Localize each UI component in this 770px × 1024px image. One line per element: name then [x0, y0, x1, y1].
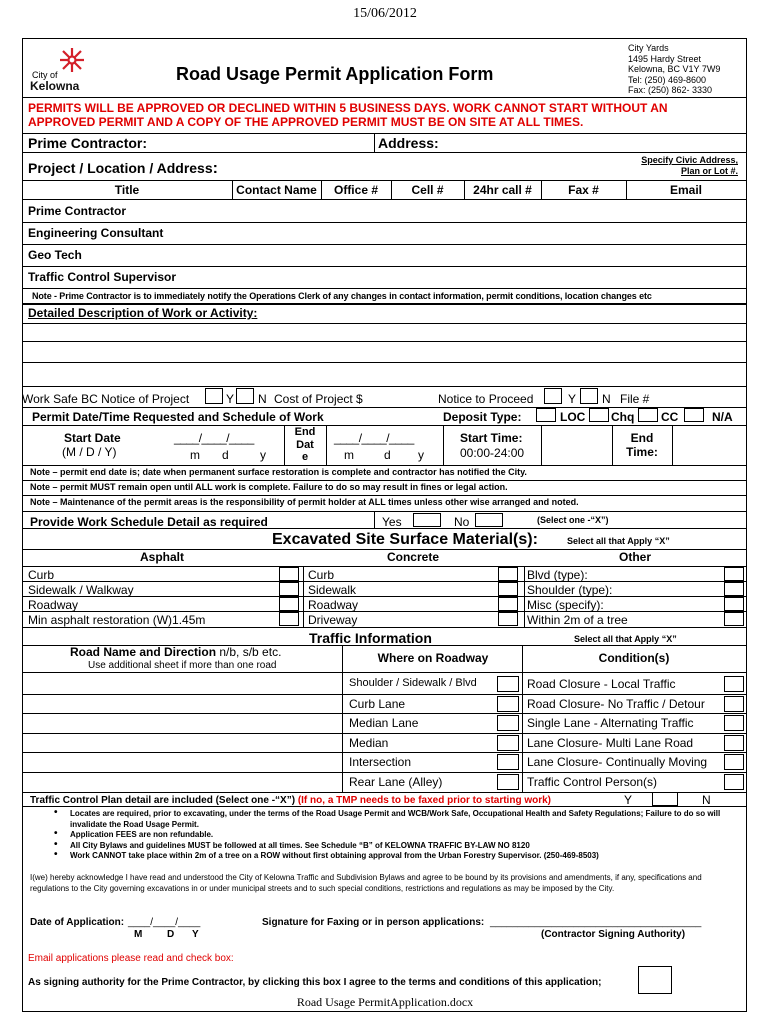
asphalt-roadway-checkbox[interactable] — [279, 597, 299, 611]
condition-single-lane-checkbox[interactable] — [724, 715, 744, 731]
road-name-label-text: Road Name and Direction — [70, 645, 217, 659]
note-end-date: Note – permit end date is; date when permanent surface restoration is complete and contractor has notified the City. — [30, 467, 527, 477]
condition-road-closure-local: Road Closure - Local Traffic — [527, 677, 676, 691]
civic-note-line: Specify Civic Address, — [641, 155, 738, 165]
road-name-label — [70, 645, 281, 659]
other-tree-checkbox[interactable] — [724, 612, 744, 626]
asphalt-min-checkbox[interactable] — [279, 612, 299, 626]
deposit-cc-label: CC — [661, 410, 679, 424]
end-date-label-line: End — [294, 426, 316, 438]
worksafe-yes-checkbox[interactable] — [205, 388, 223, 404]
form-title: Road Usage Permit Application Form — [176, 64, 494, 84]
column-cell: Cell # — [411, 183, 444, 197]
schedule-yes-checkbox[interactable] — [413, 513, 441, 527]
additional-sheet-note: Use additional sheet if more than one road — [88, 660, 277, 671]
signing-authority-agreement: As signing authority for the Prime Contractor, by clicking this box I agree to the terms and conditions of this application; — [28, 977, 602, 988]
tcp-red-note: (If no, a TMP needs to be faxed prior to starting work) — [297, 795, 552, 806]
footer-filename: Road Usage PermitApplication.docx — [296, 995, 474, 1009]
deposit-cc-checkbox[interactable] — [638, 408, 658, 422]
deposit-na-label: N/A — [712, 410, 733, 424]
tcp-label: Traffic Control Plan detail are included — [30, 795, 213, 806]
asphalt-min-restoration: Min asphalt restoration (W)1.45m — [28, 613, 206, 627]
bullet-fees: • Application FEES are non refundable. — [32, 830, 742, 841]
concrete-driveway-checkbox[interactable] — [498, 612, 518, 626]
address-line: City Yards — [628, 43, 669, 53]
project-label-text: Project / Location / Address — [28, 160, 213, 176]
condition-local-checkbox[interactable] — [724, 676, 744, 692]
column-email: Email — [669, 183, 702, 197]
logo-city-of: City of — [32, 70, 58, 80]
condition-traffic-control-person: Traffic Control Person(s) — [527, 775, 658, 789]
project-location-label — [28, 160, 218, 178]
notice-yes-label: Y — [568, 392, 577, 406]
where-shoulder-checkbox[interactable] — [497, 676, 519, 692]
concrete-roadway: Roadway — [308, 598, 359, 612]
start-time-value[interactable]: 00:00-24:00 — [460, 446, 525, 460]
end-time-label-line: Time: — [626, 445, 658, 459]
worksafe-no-label: N — [258, 392, 267, 406]
warning-line: PERMITS WILL BE APPROVED OR DECLINED WITHIN 5 BUSINESS DAYS. WORK CANNOT START WITHOUT AN — [28, 101, 668, 115]
other-shoulder-checkbox[interactable] — [724, 582, 744, 596]
city-yards-address — [628, 43, 720, 96]
application-date-y: Y — [192, 929, 199, 940]
note-maintenance: Note – Maintenance of the permit areas is the responsibility of permit holder at ALL times unless other wise arranged and noted. — [30, 497, 579, 507]
contact-change-note: Note - Prime Contractor is to immediately notify the Operations Clerk of any changes in contact information, permit conditions, location changes etc — [32, 291, 652, 301]
acknowledgement-text: I(we) hereby acknowledge I have read and understood the City of Kelowna Traffic and Subdivision Bylaws and agree to be bound by its provisions and amendments, if any, specifications and regulations to the City governing excavations in or under municipal streets and to such special conditions, restrictions and regulations as may be imposed by the City. — [30, 873, 702, 893]
asphalt-curb-checkbox[interactable] — [279, 567, 299, 581]
deposit-na-checkbox[interactable] — [684, 408, 704, 422]
deposit-type-label: Deposit Type: — [443, 410, 522, 424]
condition-single-lane: Single Lane - Alternating Traffic — [527, 716, 694, 730]
deposit-chq-checkbox[interactable] — [589, 408, 609, 422]
asphalt-sidewalk-checkbox[interactable] — [279, 582, 299, 596]
column-title: Title — [114, 183, 140, 197]
start-date-label: Start Date — [64, 431, 121, 445]
where-median-checkbox[interactable] — [497, 735, 519, 751]
where-shoulder: Shoulder / Sidewalk / Blvd — [349, 677, 477, 689]
notice-no-checkbox[interactable] — [580, 388, 598, 404]
agree-checkbox[interactable] — [638, 966, 672, 994]
schedule-of-work-label: Permit Date/Time Requested and Schedule of Work — [32, 410, 324, 424]
notice-no-label: N — [602, 392, 611, 406]
end-date-d: d — [384, 448, 391, 462]
date-of-application-input[interactable]: ____/____/____ — [128, 917, 201, 928]
other-misc-checkbox[interactable] — [724, 597, 744, 611]
signature-input[interactable]: ______________________________________ — [490, 917, 702, 928]
row-engineering-consultant[interactable]: Engineering Consultant — [28, 226, 164, 240]
end-date-y: y — [418, 448, 424, 462]
row-prime-contractor[interactable]: Prime Contractor — [28, 204, 127, 218]
approval-warning — [28, 101, 668, 129]
end-date-label-line: Dat — [296, 438, 314, 451]
condition-moving-checkbox[interactable] — [724, 754, 744, 770]
end-time-label — [614, 431, 670, 459]
asphalt-header: Asphalt — [139, 550, 184, 564]
address-label: Address: — [378, 135, 439, 151]
where-curb-lane: Curb Lane — [349, 697, 406, 711]
address-line: Kelowna, BC V1Y 7W9 — [628, 64, 721, 74]
tcp-yes-label: Y — [624, 793, 633, 807]
project-label-colon: : — [212, 160, 218, 177]
concrete-sidewalk: Sidewalk — [308, 583, 357, 597]
bullet-locates: • Locates are required, prior to excavating, under the terms of the Road Usage Permit and WCB/Work Safe, Occupational Health and Safety Regulations; Failure to do so will invalidate the Road Usage Permit. — [32, 809, 742, 830]
start-date-input[interactable]: ____/____/____ — [174, 431, 254, 445]
other-misc: Misc (specify): — [527, 598, 604, 612]
logo-kelowna: Kelowna — [30, 79, 80, 93]
condition-multi-lane-checkbox[interactable] — [724, 735, 744, 751]
work-description-label: Detailed Description of Work or Activity: — [28, 306, 258, 320]
row-geo-tech[interactable]: Geo Tech — [28, 248, 82, 262]
deposit-loc-checkbox[interactable] — [536, 408, 556, 422]
prime-contractor-label: Prime Contractor: — [28, 135, 148, 151]
start-date-m: m — [190, 448, 200, 462]
where-median-lane: Median Lane — [349, 716, 419, 730]
condition-multi-lane: Lane Closure- Multi Lane Road — [527, 736, 694, 750]
concrete-driveway: Driveway — [308, 613, 358, 627]
conditions-header: Condition(s) — [598, 651, 670, 665]
civic-address-note — [600, 155, 738, 177]
traffic-control-plan-line — [30, 795, 551, 806]
start-date-y: y — [260, 448, 266, 462]
column-contact-name: Contact Name — [236, 183, 317, 197]
notice-to-proceed-label: Notice to Proceed — [438, 392, 534, 406]
end-date-input[interactable]: ____/____/____ — [334, 431, 414, 445]
schedule-no-checkbox[interactable] — [475, 513, 503, 527]
concrete-curb: Curb — [308, 568, 335, 582]
column-fax: Fax # — [568, 183, 599, 197]
where-on-roadway-header: Where on Roadway — [377, 651, 489, 665]
warning-line: APPROVED PERMIT AND A COPY OF THE APPROVED PERMIT MUST BE ON SITE AT ALL TIMES. — [28, 115, 584, 129]
surface-select-all: Select all that Apply “X” — [567, 536, 670, 546]
civic-note-line: Plan or Lot #. — [680, 166, 738, 176]
address-line: Fax: (250) 862- 3330 — [628, 85, 713, 95]
column-24hr-call: 24hr call # — [473, 183, 532, 197]
signing-authority-label: (Contractor Signing Authority) — [541, 929, 686, 940]
print-date: 15/06/2012 — [353, 6, 417, 21]
other-blvd-checkbox[interactable] — [724, 567, 744, 581]
start-date-format: (M / D / Y) — [62, 445, 117, 459]
where-median-lane-checkbox[interactable] — [497, 715, 519, 731]
bullet-bylaws: • All City Bylaws and guidelines MUST be followed at all times. See Schedule “B” of KELOWNA TRAFFIC BY-LAW NO 8120 — [32, 841, 742, 852]
city-logo — [28, 46, 98, 92]
traffic-information-title: Traffic Information — [309, 630, 432, 646]
end-date-label — [286, 426, 324, 464]
traffic-select-all: Select all that Apply “X” — [574, 634, 677, 644]
where-curb-lane-checkbox[interactable] — [497, 696, 519, 712]
condition-road-closure-detour: Road Closure- No Traffic / Detour — [527, 697, 705, 711]
date-of-application-label: Date of Application: — [30, 917, 125, 928]
other-shoulder: Shoulder (type): — [527, 583, 613, 597]
start-time-label: Start Time: — [460, 431, 523, 445]
file-number-label: File # — [620, 392, 650, 406]
worksafe-label: Work Safe BC Notice of Project — [22, 392, 190, 406]
application-date-m: M — [134, 929, 143, 940]
row-traffic-control-supervisor[interactable]: Traffic Control Supervisor — [28, 270, 177, 284]
worksafe-no-checkbox[interactable] — [236, 388, 254, 404]
condition-continually-moving: Lane Closure- Continually Moving — [527, 755, 708, 769]
schedule-detail-label: Provide Work Schedule Detail as required — [30, 515, 268, 529]
other-blvd: Blvd (type): — [527, 568, 588, 582]
asphalt-sidewalk: Sidewalk / Walkway — [28, 583, 134, 597]
surface-material-title: Excavated Site Surface Material(s): — [272, 531, 538, 548]
where-rear-lane-checkbox[interactable] — [497, 774, 519, 790]
start-date-d: d — [222, 448, 229, 462]
notice-yes-checkbox[interactable] — [544, 388, 562, 404]
tcp-select: (Select one -“X”) — [212, 795, 298, 806]
where-rear-lane: Rear Lane (Alley) — [349, 775, 443, 789]
application-date-d: D — [167, 929, 175, 940]
end-date-label-line: e — [301, 451, 309, 463]
end-time-label-line: End — [630, 431, 654, 445]
column-office: Office # — [333, 183, 378, 197]
condition-detour-checkbox[interactable] — [724, 696, 744, 712]
schedule-no-label: No — [454, 515, 470, 529]
terms-bullets — [32, 809, 742, 862]
condition-tcp-checkbox[interactable] — [724, 774, 744, 790]
deposit-chq-label: Chq — [611, 410, 635, 424]
other-header: Other — [618, 550, 651, 564]
where-intersection-checkbox[interactable] — [497, 754, 519, 770]
bullet-tree: • Work CANNOT take place within 2m of a tree on a ROW without first obtaining approval from the Urban Forestry Supervisor. (250-469-8503) — [32, 851, 742, 862]
schedule-yes-label: Yes — [382, 515, 402, 529]
where-intersection: Intersection — [349, 755, 412, 769]
concrete-roadway-checkbox[interactable] — [498, 597, 518, 611]
tcp-yes-checkbox[interactable] — [652, 792, 678, 806]
concrete-header: Concrete — [386, 550, 439, 564]
tcp-no-label: N — [702, 793, 711, 807]
road-name-label-suffix: n/b, s/b etc. — [216, 645, 282, 659]
asphalt-roadway: Roadway — [28, 598, 79, 612]
concrete-sidewalk-checkbox[interactable] — [498, 582, 518, 596]
note-permit-open: Note – permit MUST remain open until ALL work is complete. Failure to do so may result in fines or legal action. — [30, 482, 508, 492]
work-description-input[interactable] — [22, 324, 746, 386]
email-applications-note: Email applications please read and check box: — [28, 953, 234, 964]
cost-of-project-label: Cost of Project $ — [274, 392, 363, 406]
schedule-select-one: (Select one -“X”) — [537, 515, 609, 525]
concrete-curb-checkbox[interactable] — [498, 567, 518, 581]
address-line: Tel: (250) 469-8600 — [628, 74, 707, 85]
signature-label: Signature for Faxing or in person applications: — [262, 917, 485, 928]
worksafe-yes-label: Y — [226, 392, 235, 406]
address-line: 1495 Hardy Street — [628, 53, 702, 64]
asphalt-curb: Curb — [28, 568, 55, 582]
end-date-m: m — [344, 448, 354, 462]
where-median: Median — [349, 736, 389, 750]
deposit-loc-label: LOC — [560, 410, 586, 424]
other-within-2m-tree: Within 2m of a tree — [527, 613, 628, 627]
